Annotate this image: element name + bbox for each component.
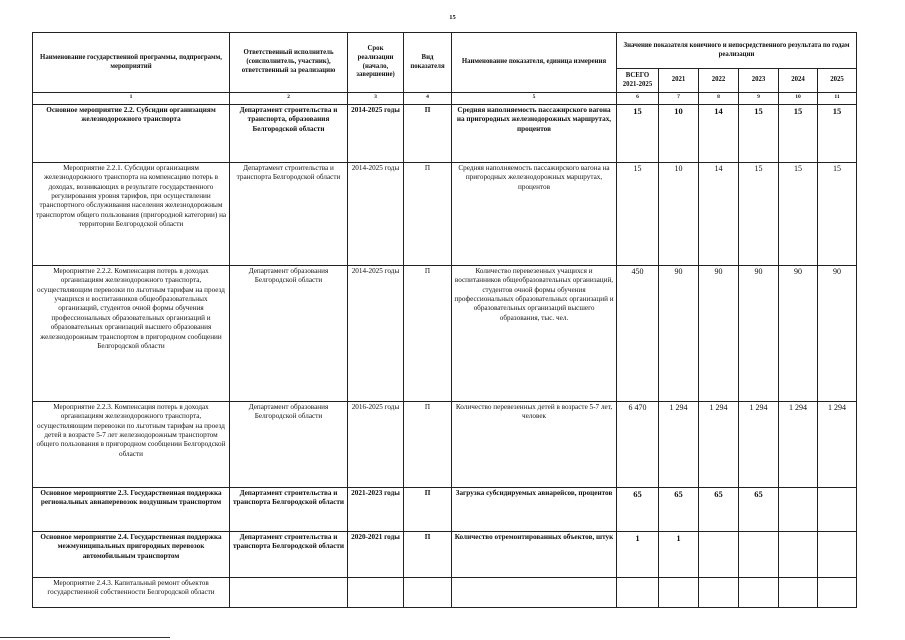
row-value-2023: 1 294 [739,402,779,488]
row-value-2021: 65 [659,488,699,532]
row-value-2024 [779,488,818,532]
header-year-2022: 2022 [699,69,739,93]
col-num: 7 [659,93,699,105]
row-name: Мероприятие 2.4.3. Капитальный ремонт объектов государственной собственности Белгородской области [33,578,230,608]
row-type: П [404,402,452,488]
row-value-2023 [739,532,779,578]
row-term: 2014-2025 годы [348,105,404,163]
row-type: П [404,266,452,402]
row-value-2024: 1 294 [779,402,818,488]
row-name: Основное мероприятие 2.2. Субсидии организациям железнодорожного транспорта [33,105,230,163]
row-value-2021: 10 [659,105,699,163]
col-num: 4 [404,93,452,105]
row-value-2022: 65 [699,488,739,532]
row-value-2021 [659,578,699,608]
header-year-2025: 2025 [818,69,857,93]
row-value-2022: 14 [699,105,739,163]
row-value-2024 [779,532,818,578]
header-name: Наименование государственной программы, подпрограмм, мероприятий [33,33,230,93]
row-value-2021: 90 [659,266,699,402]
page-bottom-rule [0,637,170,638]
col-num: 1 [33,93,230,105]
row-value-2025: 15 [818,163,857,266]
header-year-2023: 2023 [739,69,779,93]
table-row [33,105,857,163]
row-value-2022: 14 [699,163,739,266]
row-term [348,578,404,608]
table-row [33,488,857,532]
header-type: Вид показателя [404,33,452,93]
row-value-total: 450 [617,266,659,402]
row-value-total: 1 [617,532,659,578]
row-name: Основное мероприятие 2.4. Государственная поддержка межмуниципальных пригородных перевозок автомобильным транспортом [33,532,230,578]
header-year-total: ВСЕГО 2021-2025 [617,69,659,93]
row-value-2023: 65 [739,488,779,532]
row-term: 2014-2025 годы [348,163,404,266]
row-type: П [404,532,452,578]
row-indicator: Количество перевезенных учащихся и воспитанников общеобразовательных организаций, студентов очной формы обучения профессиональных образовательных организаций и образовательных организаций высшего образования, тыс. чел. [452,266,617,402]
row-value-total [617,578,659,608]
column-number-row [33,93,857,105]
header-row [33,33,857,69]
row-term: 2020-2021 годы [348,532,404,578]
header-term: Срок реализации (начало, завершение) [348,33,404,93]
col-num: 5 [452,93,617,105]
row-executor: Департамент строительства и транспорта, образования Белгородской области [230,105,348,163]
row-value-2023: 15 [739,105,779,163]
row-name: Мероприятие 2.2.3. Компенсация потерь в доходах организациям железнодорожного транспорта, осуществляющим перевозки по льготным тарифам на проезд детей в возрасте 5-7 лет железнодорожным транспортом общего пользования в пригородном сообщении Белгородской области [33,402,230,488]
col-num: 11 [818,93,857,105]
row-indicator: Количество перевезенных детей в возрасте 5-7 лет, человек [452,402,617,488]
row-value-2025: 15 [818,105,857,163]
table-row [33,578,857,608]
row-term: 2016-2025 годы [348,402,404,488]
row-value-2023: 15 [739,163,779,266]
row-indicator [452,578,617,608]
col-num: 10 [779,93,818,105]
row-executor: Департамент строительства и транспорта Белгородской области [230,532,348,578]
table-row [33,266,857,402]
row-executor: Департамент строительства и транспорта Белгородской области [230,488,348,532]
row-value-2022: 90 [699,266,739,402]
row-type: П [404,163,452,266]
row-indicator: Средняя наполняемость пассажирского вагона на пригородных железнодорожных маршрутах, процентов [452,105,617,163]
row-indicator: Загрузка субсидируемых авиарейсов, процентов [452,488,617,532]
row-type: П [404,488,452,532]
row-value-2022 [699,532,739,578]
row-value-total: 65 [617,488,659,532]
program-indicators-table [32,32,857,608]
row-term: 2014-2025 годы [348,266,404,402]
col-num: 9 [739,93,779,105]
row-value-2021: 10 [659,163,699,266]
row-value-2024: 15 [779,163,818,266]
row-value-2021: 1 294 [659,402,699,488]
row-term: 2021-2023 годы [348,488,404,532]
row-name: Мероприятие 2.2.2. Компенсация потерь в доходах организациям железнодорожного транспорта, осуществляющим перевозки по льготным тарифам на проезд учащихся и воспитанников общеобразовательных организаций, студентов очной формы обучения профессиональных образовательных организаций и образовательных организаций высшего образования железнодорожным транспортом в пригородном сообщении Белгородской области [33,266,230,402]
row-indicator: Средняя наполняемость пассажирского вагона на пригородных железнодорожных маршрутах, процентов [452,163,617,266]
row-value-total: 6 470 [617,402,659,488]
row-value-2022: 1 294 [699,402,739,488]
row-value-2025: 90 [818,266,857,402]
row-type: П [404,105,452,163]
header-year-2021: 2021 [659,69,699,93]
header-values: Значение показателя конечного и непосредственного результата по годам реализации [617,33,857,69]
row-value-2024 [779,578,818,608]
header-executor: Ответственный исполнитель (соисполнитель, участник), ответственный за реализацию [230,33,348,93]
col-num: 2 [230,93,348,105]
row-indicator: Количество отремонтированных объектов, штук [452,532,617,578]
header-indicator: Наименование показателя, единица измерения [452,33,617,93]
row-name: Основное мероприятие 2.3. Государственная поддержка региональных авиаперевозок воздушным транспортом [33,488,230,532]
row-value-2025: 1 294 [818,402,857,488]
row-value-2024: 90 [779,266,818,402]
row-value-2025 [818,532,857,578]
table-row [33,402,857,488]
row-executor [230,578,348,608]
table-row [33,532,857,578]
table-row [33,163,857,266]
row-value-2021: 1 [659,532,699,578]
row-value-2024: 15 [779,105,818,163]
row-value-2023 [739,578,779,608]
col-num: 3 [348,93,404,105]
row-name: Мероприятие 2.2.1. Субсидии организациям железнодорожного транспорта на компенсацию потерь в доходах, возникающих в результате государственного регулирования уровня тарифов, при осуществлении транспортного обслуживания населения железнодорожным транспортом общего пользования (пригородной категории) на территории Белгородской области [33,163,230,266]
header-year-2024: 2024 [779,69,818,93]
row-executor: Департамент образования Белгородской области [230,402,348,488]
page-number: 15 [449,14,456,21]
row-type [404,578,452,608]
col-num: 8 [699,93,739,105]
row-value-2025 [818,488,857,532]
row-value-total: 15 [617,163,659,266]
row-value-total: 15 [617,105,659,163]
row-executor: Департамент образования Белгородской области [230,266,348,402]
row-value-2022 [699,578,739,608]
row-value-2023: 90 [739,266,779,402]
row-value-2025 [818,578,857,608]
row-executor: Департамент строительства и транспорта Белгородской области [230,163,348,266]
col-num: 6 [617,93,659,105]
